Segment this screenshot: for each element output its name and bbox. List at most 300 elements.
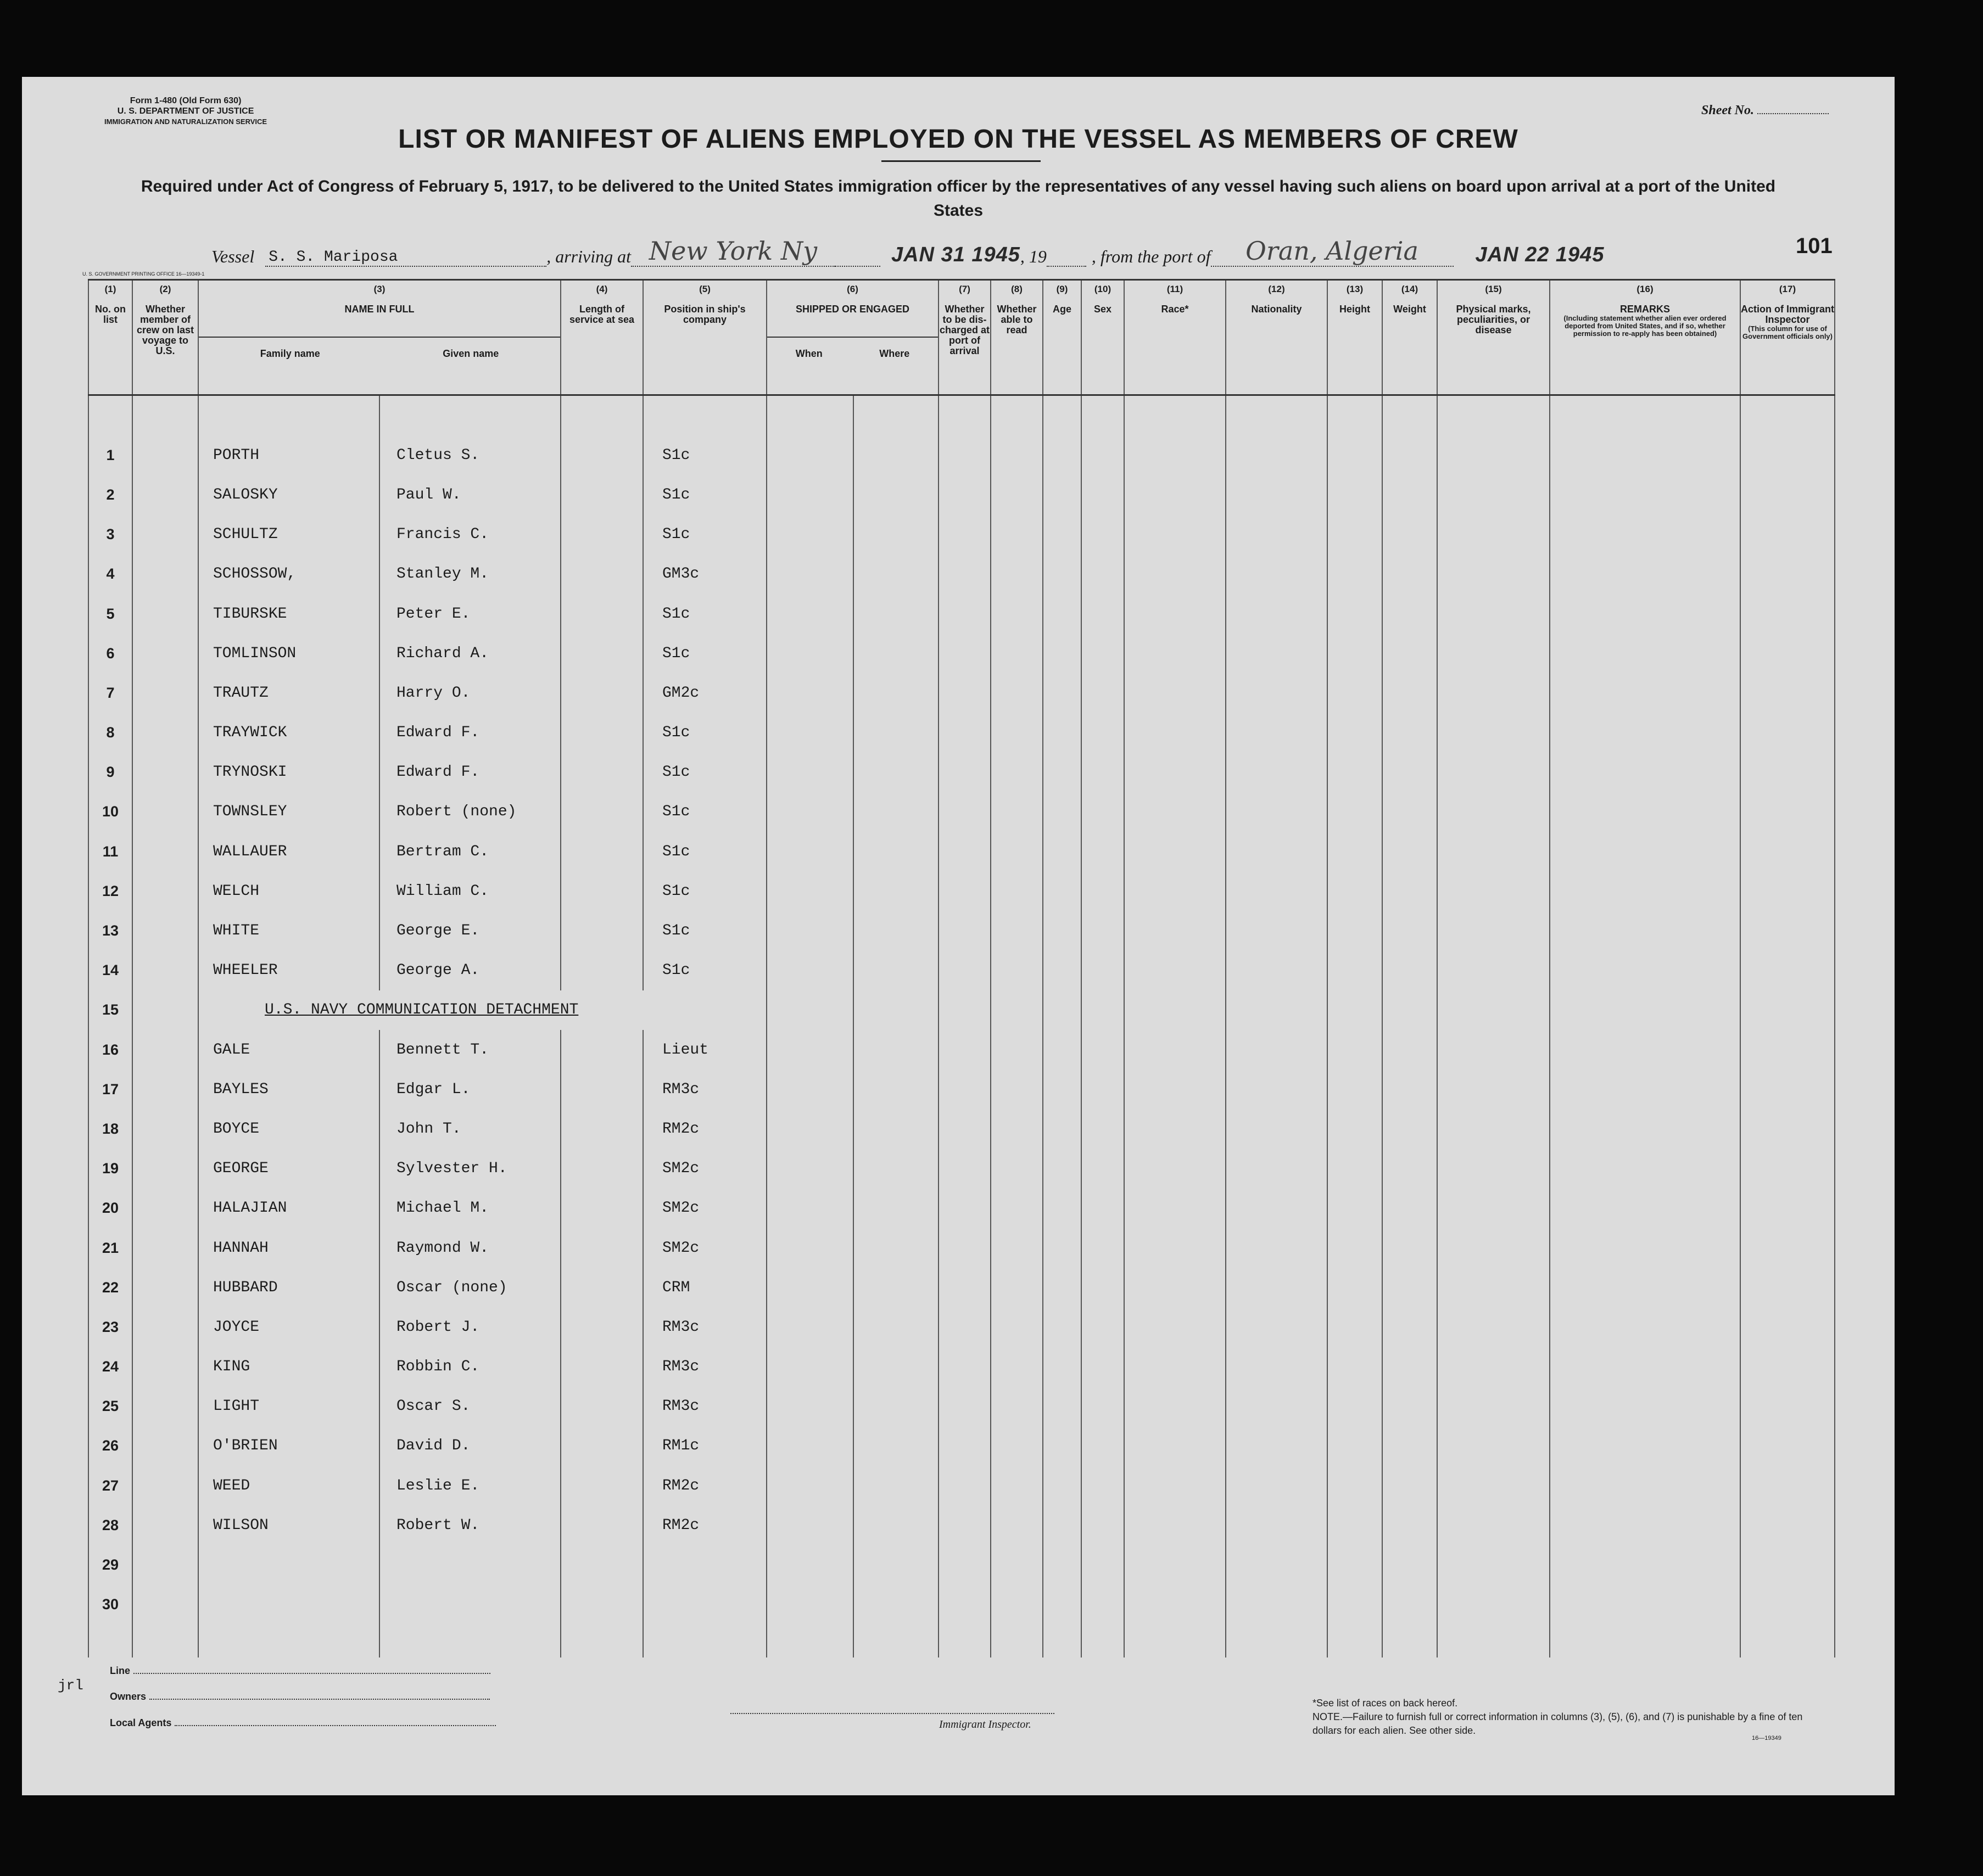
read-cell xyxy=(1043,990,1081,1030)
family-name: TIBURSKE xyxy=(198,594,379,634)
weight-cell xyxy=(1382,475,1437,514)
nationality-cell xyxy=(1226,871,1327,911)
weight-cell xyxy=(1382,555,1437,594)
given-name: Edward F. xyxy=(379,713,561,753)
nationality-cell xyxy=(1226,1307,1327,1347)
inspector-action-cell xyxy=(1740,951,1835,990)
inspector-label: Immigrant Inspector. xyxy=(939,1718,1031,1731)
race-cell xyxy=(1124,792,1226,832)
sex-cell xyxy=(1081,435,1124,475)
race-cell xyxy=(1124,1387,1226,1426)
last-voyage-cell xyxy=(132,475,198,514)
physical-marks-cell xyxy=(1437,871,1550,911)
discharged-cell xyxy=(939,515,991,555)
when-cell xyxy=(767,1109,853,1149)
where-cell xyxy=(853,792,939,832)
height-cell xyxy=(1327,1466,1382,1505)
weight-cell xyxy=(1382,1585,1437,1625)
physical-marks-cell xyxy=(1550,990,1740,1030)
race-cell xyxy=(1124,1347,1226,1387)
physical-marks-cell xyxy=(1437,1069,1550,1109)
remarks-cell xyxy=(1550,1189,1740,1228)
row-number: 8 xyxy=(88,713,132,753)
family-name: WEED xyxy=(198,1466,379,1505)
nationality-cell xyxy=(1226,594,1327,634)
inspector-action-cell xyxy=(1740,753,1835,792)
service-length-cell xyxy=(561,634,643,673)
position: S1c xyxy=(643,594,767,634)
last-voyage-cell xyxy=(132,832,198,871)
last-voyage-cell xyxy=(132,515,198,555)
position: S1c xyxy=(643,475,767,514)
service-length-cell xyxy=(561,1466,643,1505)
when-cell xyxy=(767,673,853,713)
physical-marks-cell xyxy=(1437,1505,1550,1545)
service-length-cell xyxy=(561,515,643,555)
row-number: 1 xyxy=(88,435,132,475)
service-length-cell xyxy=(561,555,643,594)
remarks-cell xyxy=(1550,753,1740,792)
vessel-label: Vessel xyxy=(211,247,255,266)
age-cell xyxy=(1043,1426,1081,1466)
when-cell xyxy=(767,1307,853,1347)
service-length-cell xyxy=(561,832,643,871)
age-cell xyxy=(1043,792,1081,832)
physical-marks-cell xyxy=(1437,634,1550,673)
sheet-no-label: Sheet No. xyxy=(1701,103,1829,118)
col-header-read: (8) Whether able to read xyxy=(991,280,1043,395)
age-cell xyxy=(1043,634,1081,673)
last-voyage-cell xyxy=(132,1228,198,1268)
when-cell xyxy=(767,713,853,753)
inspector-action-cell xyxy=(1740,634,1835,673)
remarks-cell xyxy=(1550,1069,1740,1109)
given-name: Oscar S. xyxy=(379,1387,561,1426)
discharged-cell xyxy=(939,1149,991,1189)
table-row xyxy=(88,1268,1835,1307)
sex-cell xyxy=(1124,990,1226,1030)
remarks-cell xyxy=(1550,1387,1740,1426)
nationality-cell xyxy=(1226,515,1327,555)
inspector-action-cell xyxy=(1740,435,1835,475)
department: U. S. DEPARTMENT OF JUSTICE xyxy=(117,107,254,116)
remarks-cell xyxy=(1550,673,1740,713)
when-cell xyxy=(767,1545,853,1584)
age-cell xyxy=(1043,673,1081,713)
remarks-cell xyxy=(1550,1307,1740,1347)
form-header xyxy=(104,96,267,127)
last-voyage-cell xyxy=(132,673,198,713)
sex-cell xyxy=(1081,1426,1124,1466)
service-length-cell xyxy=(561,1505,643,1545)
service-length-cell xyxy=(561,911,643,950)
height-cell xyxy=(1327,634,1382,673)
row-number: 30 xyxy=(88,1585,132,1625)
sex-cell xyxy=(1081,1268,1124,1307)
row-number: 14 xyxy=(88,951,132,990)
discharged-cell xyxy=(939,832,991,871)
weight-cell xyxy=(1382,1307,1437,1347)
table-row xyxy=(88,1545,1835,1584)
family-name: HALAJIAN xyxy=(198,1189,379,1228)
weight-cell xyxy=(1437,990,1550,1030)
col-header-shipped: (6) SHIPPED OR ENGAGED When Where xyxy=(767,280,939,395)
position xyxy=(643,1585,767,1625)
where-cell xyxy=(853,673,939,713)
when-cell xyxy=(767,555,853,594)
race-cell xyxy=(1124,1426,1226,1466)
table-row xyxy=(88,990,1835,1030)
position: RM3c xyxy=(643,1307,767,1347)
where-cell xyxy=(853,832,939,871)
col-header-when: When xyxy=(795,348,823,359)
weight-cell xyxy=(1382,911,1437,950)
where-cell xyxy=(853,1069,939,1109)
inspector-action-cell xyxy=(1740,713,1835,753)
where-cell xyxy=(853,435,939,475)
race-cell xyxy=(1124,1466,1226,1505)
position: RM3c xyxy=(643,1069,767,1109)
when-cell xyxy=(767,1585,853,1625)
age-cell xyxy=(1043,1307,1081,1347)
row-number: 27 xyxy=(88,1466,132,1505)
weight-cell xyxy=(1382,1149,1437,1189)
sex-cell xyxy=(1081,515,1124,555)
given-name: Edgar L. xyxy=(379,1069,561,1109)
position: RM2c xyxy=(643,1109,767,1149)
departure-date-stamp: JAN 22 1945 xyxy=(1475,243,1605,266)
family-name: TOMLINSON xyxy=(198,634,379,673)
family-name: O'BRIEN xyxy=(198,1426,379,1466)
table-row xyxy=(88,1387,1835,1426)
position: S1c xyxy=(643,435,767,475)
table-row xyxy=(88,1189,1835,1228)
service-length-cell xyxy=(561,713,643,753)
table-row xyxy=(88,1030,1835,1069)
read-cell xyxy=(991,1387,1043,1426)
given-name: Leslie E. xyxy=(379,1466,561,1505)
when-cell xyxy=(767,951,853,990)
last-voyage-cell xyxy=(132,1545,198,1584)
race-cell xyxy=(1124,1307,1226,1347)
col-header-remarks: (16) REMARKS (Including statement whether alien ever ordered deported from United States, and if so, whether permission to re-apply has been obtained) xyxy=(1550,280,1740,395)
where-cell xyxy=(853,1505,939,1545)
read-cell xyxy=(991,1585,1043,1625)
sex-cell xyxy=(1081,1545,1124,1584)
row-number: 10 xyxy=(88,792,132,832)
service-length-cell xyxy=(561,1585,643,1625)
remarks-cell xyxy=(1550,475,1740,514)
last-voyage-cell xyxy=(132,594,198,634)
given-name: David D. xyxy=(379,1426,561,1466)
given-name: George E. xyxy=(379,911,561,950)
service-length-cell xyxy=(561,594,643,634)
height-cell xyxy=(1327,475,1382,514)
physical-marks-cell xyxy=(1437,1189,1550,1228)
discharged-cell xyxy=(939,951,991,990)
given-name: Paul W. xyxy=(379,475,561,514)
race-cell xyxy=(1124,713,1226,753)
remarks-cell xyxy=(1550,1545,1740,1584)
year-label: , 19 xyxy=(1020,247,1047,266)
sex-cell xyxy=(1081,1466,1124,1505)
sex-cell xyxy=(1081,475,1124,514)
discharged-cell xyxy=(939,1189,991,1228)
given-name: George A. xyxy=(379,951,561,990)
weight-cell xyxy=(1382,1228,1437,1268)
row-number: 11 xyxy=(88,832,132,871)
when-cell xyxy=(767,911,853,950)
family-name: TRAYWICK xyxy=(198,713,379,753)
sex-cell xyxy=(1081,792,1124,832)
physical-marks-cell xyxy=(1437,713,1550,753)
given-name: Cletus S. xyxy=(379,435,561,475)
remarks-cell xyxy=(1550,515,1740,555)
position: SM2c xyxy=(643,1149,767,1189)
port-label: , from the port of xyxy=(1091,247,1211,266)
height-cell xyxy=(1327,1426,1382,1466)
sex-cell xyxy=(1081,871,1124,911)
height-cell xyxy=(1327,832,1382,871)
inspector-action-cell xyxy=(1740,475,1835,514)
age-cell xyxy=(1043,1030,1081,1069)
row-number: 5 xyxy=(88,594,132,634)
service-length-cell xyxy=(561,1030,643,1069)
given-name: Robert W. xyxy=(379,1505,561,1545)
sex-cell xyxy=(1081,1228,1124,1268)
family-name: GALE xyxy=(198,1030,379,1069)
remarks-cell xyxy=(1550,792,1740,832)
read-cell xyxy=(991,871,1043,911)
family-name: TRYNOSKI xyxy=(198,753,379,792)
when-cell xyxy=(767,634,853,673)
race-cell xyxy=(1226,990,1327,1030)
physical-marks-cell xyxy=(1437,1585,1550,1625)
position: S1c xyxy=(643,951,767,990)
service-length-cell xyxy=(561,1109,643,1149)
position: SM2c xyxy=(643,1228,767,1268)
nationality-cell xyxy=(1226,1505,1327,1545)
where-cell xyxy=(853,1466,939,1505)
family-name xyxy=(198,1545,379,1584)
discharged-cell xyxy=(939,753,991,792)
arriving-label: , arriving at xyxy=(546,247,631,266)
weight-cell xyxy=(1382,1545,1437,1584)
height-cell xyxy=(1327,515,1382,555)
family-name: WALLAUER xyxy=(198,832,379,871)
given-name: Harry O. xyxy=(379,673,561,713)
remarks-cell xyxy=(1550,911,1740,950)
age-cell xyxy=(1043,1228,1081,1268)
age-cell xyxy=(1043,1505,1081,1545)
height-cell xyxy=(1327,1387,1382,1426)
last-voyage-cell xyxy=(132,1109,198,1149)
where-cell xyxy=(853,1030,939,1069)
when-cell xyxy=(767,1268,853,1307)
where-cell xyxy=(853,594,939,634)
discharged-cell xyxy=(939,911,991,950)
col-header-race: (11) Race* xyxy=(1124,280,1226,395)
family-name: LIGHT xyxy=(198,1387,379,1426)
vessel-line xyxy=(211,236,1604,267)
age-cell xyxy=(1043,1387,1081,1426)
table-row xyxy=(88,1466,1835,1505)
race-cell xyxy=(1124,1189,1226,1228)
sex-cell xyxy=(1081,753,1124,792)
last-voyage-cell xyxy=(132,1505,198,1545)
given-name xyxy=(379,1545,561,1584)
where-cell xyxy=(853,951,939,990)
position: S1c xyxy=(643,634,767,673)
inspector-action-cell xyxy=(1740,1228,1835,1268)
age-cell xyxy=(1043,515,1081,555)
header-spacer-row xyxy=(88,395,1835,436)
family-name: SALOSKY xyxy=(198,475,379,514)
row-number: 9 xyxy=(88,753,132,792)
discharged-cell xyxy=(939,1466,991,1505)
family-name: WHEELER xyxy=(198,951,379,990)
given-name: William C. xyxy=(379,871,561,911)
discharged-cell xyxy=(939,713,991,753)
service-length-cell xyxy=(561,753,643,792)
where-cell xyxy=(939,990,991,1030)
inspector-action-cell xyxy=(1740,1347,1835,1387)
given-name: Robert (none) xyxy=(379,792,561,832)
nationality-cell xyxy=(1226,753,1327,792)
sex-cell xyxy=(1081,1585,1124,1625)
read-cell xyxy=(991,792,1043,832)
sex-cell xyxy=(1081,555,1124,594)
position: RM2c xyxy=(643,1466,767,1505)
row-number: 19 xyxy=(88,1149,132,1189)
race-cell xyxy=(1124,753,1226,792)
race-cell xyxy=(1124,555,1226,594)
nationality-cell xyxy=(1226,832,1327,871)
read-cell xyxy=(991,435,1043,475)
height-cell xyxy=(1327,555,1382,594)
nationality-cell xyxy=(1327,990,1382,1030)
physical-marks-cell xyxy=(1437,792,1550,832)
discharged-cell xyxy=(939,1426,991,1466)
table-row xyxy=(88,515,1835,555)
weight-cell xyxy=(1382,1466,1437,1505)
inspector-action-cell xyxy=(1740,1069,1835,1109)
race-cell xyxy=(1124,1030,1226,1069)
physical-marks-cell xyxy=(1437,475,1550,514)
weight-cell xyxy=(1382,951,1437,990)
family-name: WELCH xyxy=(198,871,379,911)
height-cell xyxy=(1327,753,1382,792)
discharged-cell xyxy=(939,1545,991,1584)
where-cell xyxy=(853,1149,939,1189)
col-header-weight: (14) Weight xyxy=(1382,280,1437,395)
remarks-cell xyxy=(1550,634,1740,673)
last-voyage-cell xyxy=(132,1069,198,1109)
where-cell xyxy=(853,911,939,950)
col-header-discharged: (7) Whether to be dis-charged at port of arrival xyxy=(939,280,991,395)
race-cell xyxy=(1124,1545,1226,1584)
discharged-cell xyxy=(939,1347,991,1387)
service-length-cell xyxy=(561,1307,643,1347)
row-number: 29 xyxy=(88,1545,132,1584)
race-cell xyxy=(1124,1585,1226,1625)
row-number: 16 xyxy=(88,1030,132,1069)
where-cell xyxy=(853,1347,939,1387)
service-length-cell xyxy=(561,951,643,990)
last-voyage-cell xyxy=(132,792,198,832)
given-name: Robert J. xyxy=(379,1307,561,1347)
sex-cell xyxy=(1081,1387,1124,1426)
when-cell xyxy=(767,1030,853,1069)
family-name: SCHULTZ xyxy=(198,515,379,555)
position: CRM xyxy=(643,1268,767,1307)
nationality-cell xyxy=(1226,911,1327,950)
age-cell xyxy=(1043,1069,1081,1109)
sex-cell xyxy=(1081,1069,1124,1109)
weight-cell xyxy=(1382,1030,1437,1069)
last-voyage-cell xyxy=(132,1387,198,1426)
nationality-cell xyxy=(1226,1545,1327,1584)
remarks-cell xyxy=(1550,832,1740,871)
row-number: 17 xyxy=(88,1069,132,1109)
discharged-cell xyxy=(939,673,991,713)
service-length-cell xyxy=(561,1149,643,1189)
physical-marks-cell xyxy=(1437,1545,1550,1584)
height-cell xyxy=(1327,1228,1382,1268)
table-row xyxy=(88,1426,1835,1466)
nationality-cell xyxy=(1226,1228,1327,1268)
inspector-action-cell xyxy=(1740,1505,1835,1545)
table-row xyxy=(88,1149,1835,1189)
given-name: Bertram C. xyxy=(379,832,561,871)
page-subtitle: Required under Act of Congress of February 5, 1917, to be delivered to the United States immigration officer by the representatives of any vessel having such aliens on board upon arrival at a port of the United States xyxy=(141,177,1776,220)
given-name: Francis C. xyxy=(379,515,561,555)
family-name xyxy=(198,1585,379,1625)
row-number: 12 xyxy=(88,871,132,911)
sex-cell xyxy=(1081,1307,1124,1347)
age-cell xyxy=(1043,1347,1081,1387)
height-cell xyxy=(1327,911,1382,950)
given-name: Raymond W. xyxy=(379,1228,561,1268)
col-header-position: (5) Position in ship's company xyxy=(643,280,767,395)
inspector-action-cell xyxy=(1740,1149,1835,1189)
height-cell xyxy=(1327,871,1382,911)
read-cell xyxy=(991,555,1043,594)
race-cell xyxy=(1124,1505,1226,1545)
last-voyage-cell xyxy=(132,990,198,1030)
sheet-number: 101 xyxy=(1796,234,1833,258)
when-cell xyxy=(767,594,853,634)
discharged-cell xyxy=(939,1387,991,1426)
row-number: 28 xyxy=(88,1505,132,1545)
nationality-cell xyxy=(1226,1069,1327,1109)
family-name: HANNAH xyxy=(198,1228,379,1268)
service-length-cell xyxy=(561,435,643,475)
race-cell xyxy=(1124,594,1226,634)
position: S1c xyxy=(643,871,767,911)
last-voyage-cell xyxy=(132,1268,198,1307)
weight-cell xyxy=(1382,1268,1437,1307)
nationality-cell xyxy=(1226,713,1327,753)
service-length-cell xyxy=(561,1347,643,1387)
read-cell xyxy=(991,1069,1043,1109)
family-name: GEORGE xyxy=(198,1149,379,1189)
inspector-action-cell xyxy=(1740,1585,1835,1625)
row-number: 18 xyxy=(88,1109,132,1149)
col-header-given: Given name xyxy=(443,348,499,359)
age-cell xyxy=(1043,1545,1081,1584)
discharged-cell xyxy=(939,792,991,832)
